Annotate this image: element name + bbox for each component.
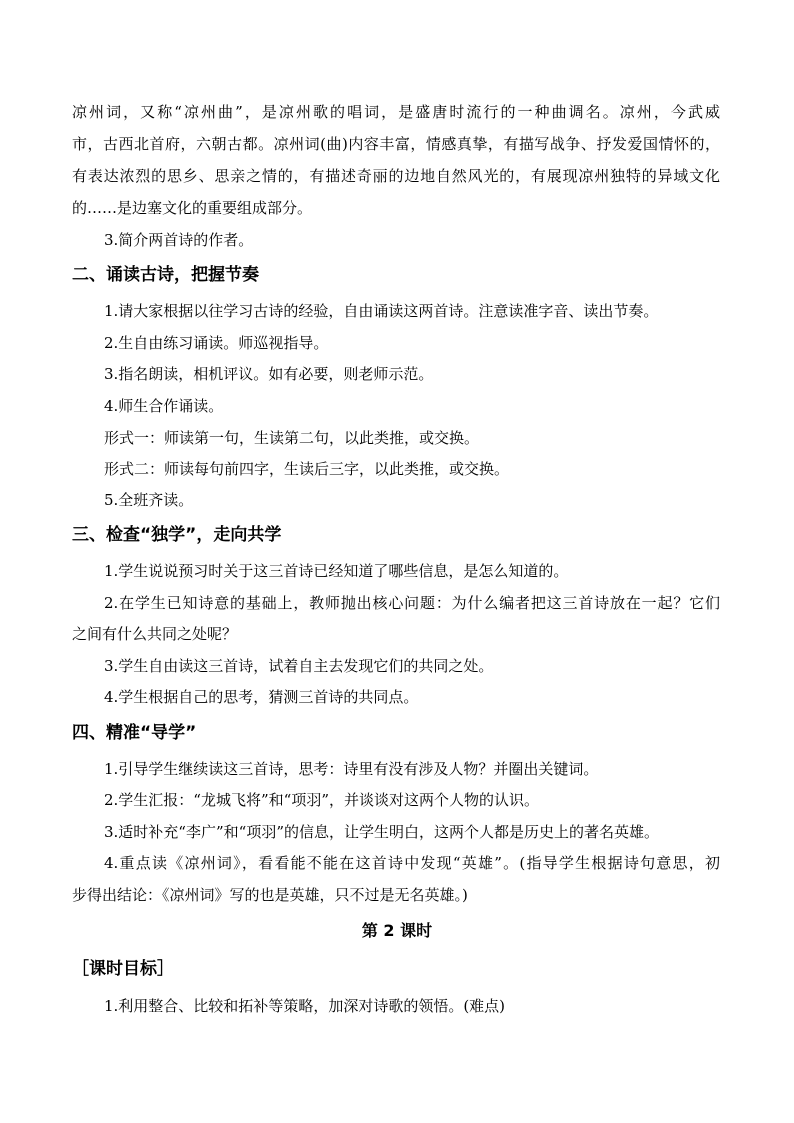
intro-item-3: 3.简介两首诗的作者。 [104, 231, 254, 249]
section-3-item-4: 4.学生根据自己的思考，猜测三首诗的共同点。 [104, 688, 419, 706]
intro-paragraph-line-2: 市，古西北首府，六朝古都。凉州词(曲)内容丰富，情感真挚，有描写战争、抒发爱国情怀的， [72, 135, 720, 153]
section-2-item-4: 4.师生合作诵读。 [104, 397, 224, 415]
section-2-item-5: 5.全班齐读。 [104, 491, 194, 509]
section-2-form-2: 形式二：师读每句前四字，生读后三字，以此类推，或交换。 [104, 460, 510, 478]
section-3-item-2-line-1: 2.在学生已知诗意的基础上，教师抛出核心问题：为什么编者把这三首诗放在一起？它们 [104, 594, 720, 612]
section-2-heading: 二、诵读古诗，把握节奏 [72, 265, 259, 285]
section-2-item-1: 1.请大家根据以往学习古诗的经验，自由诵读这两首诗。注意读准字音、读出节奏。 [104, 302, 659, 320]
section-2-form-1: 形式一：师读第一句，生读第二句，以此类推，或交换。 [104, 429, 480, 447]
lesson-2-title: 第 2 课时 [361, 921, 433, 940]
section-2-item-2: 2.生自由练习诵读。师巡视指导。 [104, 334, 329, 352]
lesson-goal-heading: ［课时目标］ [72, 959, 174, 979]
section-4-item-3: 3.适时补充“李广”和“项羽”的信息，让学生明白，这两个人都是历史上的著名英雄。 [104, 823, 659, 841]
section-2-item-3: 3.指名朗读，相机评议。如有必要，则老师示范。 [104, 365, 434, 383]
section-4-item-4-line-1: 4.重点读《凉州词》，看看能不能在这首诗中发现“英雄”。(指导学生根据诗句意思，初 [104, 854, 720, 872]
lesson-goal-item-1: 1.利用整合、比较和拓补等策略，加深对诗歌的领悟。(难点) [104, 997, 506, 1015]
section-3-heading: 三、检查“独学”，走向共学 [72, 525, 282, 545]
section-4-item-4-line-2: 步得出结论：《凉州词》写的也是英雄，只不过是无名英雄。) [72, 886, 468, 904]
section-3-item-1: 1.学生说说预习时关于这三首诗已经知道了哪些信息，是怎么知道的。 [104, 562, 569, 580]
section-3-item-3: 3.学生自由读这三首诗，试着自主去发现它们的共同之处。 [104, 657, 494, 675]
intro-paragraph-line-4: 的……是边塞文化的重要组成部分。 [72, 199, 313, 217]
intro-paragraph-line-1: 凉州词，又称“凉州曲”，是凉州歌的唱词，是盛唐时流行的一种曲调名。凉州，今武威 [72, 103, 720, 121]
section-4-item-2: 2.学生汇报：“龙城飞将”和“项羽”，并谈谈对这两个人物的认识。 [104, 791, 539, 809]
intro-paragraph-line-3: 有表达浓烈的思乡、思亲之情的，有描述奇丽的边地自然风光的，有展现凉州独特的异域文化 [72, 167, 720, 185]
section-3-item-2-line-2: 之间有什么共同之处呢？ [72, 625, 238, 643]
section-4-heading: 四、精准“导学” [72, 723, 197, 743]
section-4-item-1: 1.引导学生继续读这三首诗，思考：诗里有没有涉及人物？并圈出关键词。 [104, 760, 599, 778]
